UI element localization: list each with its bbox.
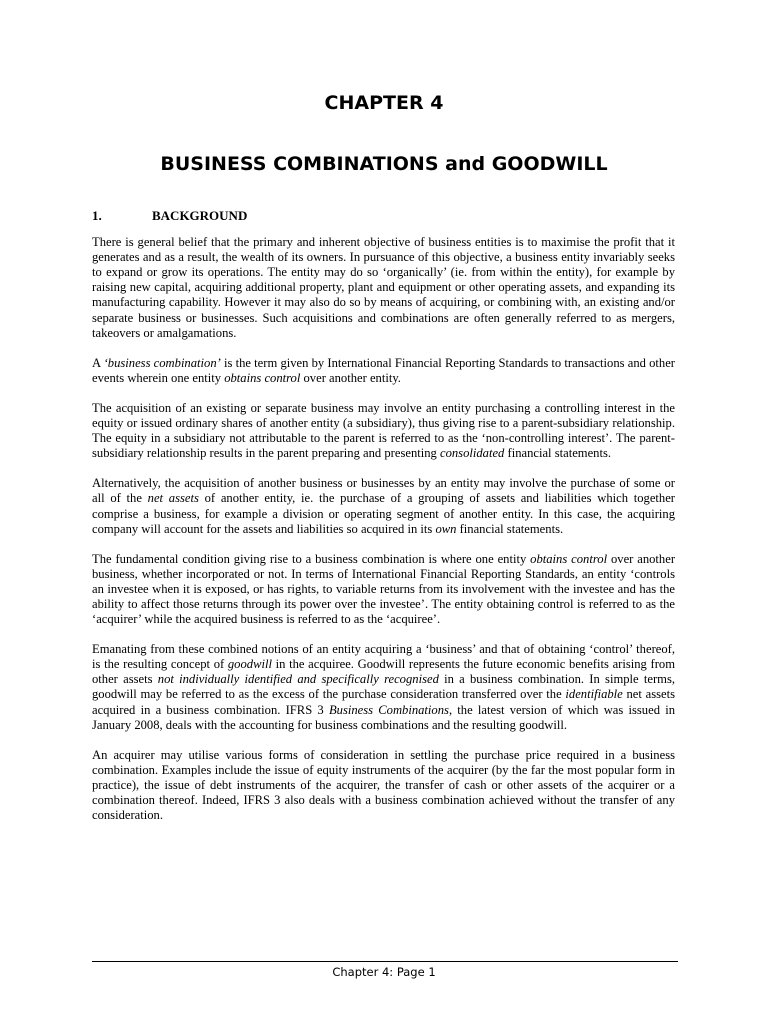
italic-text: Business Combinations [328,702,449,717]
section-title: BACKGROUND [152,208,248,223]
text-run: of another entity, ie. the purchase of a grouping of assets and liabilities which together comprise a business, for example a division or operating segment of another entity. In this case, the acquiring company will account for the assets and liabilities so acquired in its [92,491,675,536]
text-run: in a business combination. In simple terms, goodwill may be referred to as the excess of the purchase consideration transferred over the [92,672,675,702]
chapter-heading: CHAPTER 4 [324,92,444,114]
text-run: financial statements. [456,521,564,536]
text-run: An acquirer may utilise various forms of consideration in settling the purchase price required in a business combination. Examples include the issue of equity instruments of the acquirer (by the far the most popular form in practice), the issue of debt instruments of the acquirer, the transfer of cash or other assets of the acquirer or a combination thereof. Indeed, IFRS 3 also deals with a business combination achieved without the transfer of any consideration. [92,747,675,823]
italic-text: own [435,521,457,536]
italic-text: goodwill [227,657,272,672]
footer-divider [92,961,678,962]
text-run: over another entity. [300,370,401,385]
chapter-title: BUSINESS COMBINATIONS and GOODWILL [160,153,608,175]
paragraph [92,748,675,823]
text-run: net assets acquired in a business combination. IFRS 3 [92,687,675,717]
italic-text: identifiable [565,687,623,702]
italic-text: net assets [147,491,199,506]
text-run: A [92,355,104,370]
paragraph [92,476,675,536]
paragraph [92,356,675,386]
text-run: over another business, whether incorporated or not. In terms of International Financial Reporting Standards, an entity ‘controls an investee when it is exposed, or has rights, to variable returns from its involvement with the investee and has the ability to affect those returns through its power over the investee’. The entity obtaining control is referred to as the ‘acquirer’ while the acquired business is referred to as the ‘acquiree’. [92,551,676,627]
section-number: 1. [92,208,102,223]
italic-text: consolidated [440,446,505,461]
text-run: The fundamental condition giving rise to a business combination is where one entity [92,551,531,566]
text-run: , the latest version of which was issued in January 2008, deals with the accounting for business combinations and the resulting goodwill. [92,702,675,732]
paragraph [92,642,675,733]
italic-text: obtains control [530,551,608,566]
paragraph [92,235,675,341]
italic-text: obtains control [224,370,301,385]
page-footer: Chapter 4: Page 1 [332,965,436,979]
text-run: There is general belief that the primary and inherent objective of business entities is to maximise the profit that it generates and as a result, the wealth of its owners. In pursuance of this objective, a business entity invariably seeks to expand or grow its operations. The entity may do so ‘organically’ (ie. from within the entity), for example by raising new capital, acquiring additional property, plant and equipment or other operating assets, and expanding its manufacturing capability. However it may also do so by means of acquiring, or combining with, an existing and/or separate business or businesses. Such acquisitions and combinations are often generally referred to as mergers, takeovers or amalgamations. [92,235,675,340]
body-content [92,208,675,838]
italic-text: ‘business combination’ [103,355,221,370]
paragraph [92,552,675,627]
section-heading [92,208,675,223]
text-run: in the acquiree. Goodwill represents the future economic benefits arising from other assets [92,657,675,687]
text-run: The acquisition of an existing or separate business may involve an entity purchasing a controlling interest in the equity or issued ordinary shares of another entity (a subsidiary), thus giving rise to a parent-subsidiary relationship. The equity in a subsidiary not attributable to the parent is referred to as the ‘non-controlling interest’. The parent-subsidiary relationship results in the parent preparing and presenting [92,400,675,461]
text-run: Emanating from these combined notions of an entity acquiring a ‘business’ and that of obtaining ‘control’ thereof, is the resulting concept of [92,642,675,672]
text-run: financial statements. [504,446,612,461]
italic-text: not individually identified and specifically recognised [157,672,439,687]
paragraph [92,401,675,461]
text-run: Alternatively, the acquisition of another business or businesses by an entity may involve the purchase of some or all of the [92,476,675,506]
text-run: is the term given by International Financial Reporting Standards to transactions and other events wherein one entity [92,355,675,385]
paragraph-list [92,235,675,823]
